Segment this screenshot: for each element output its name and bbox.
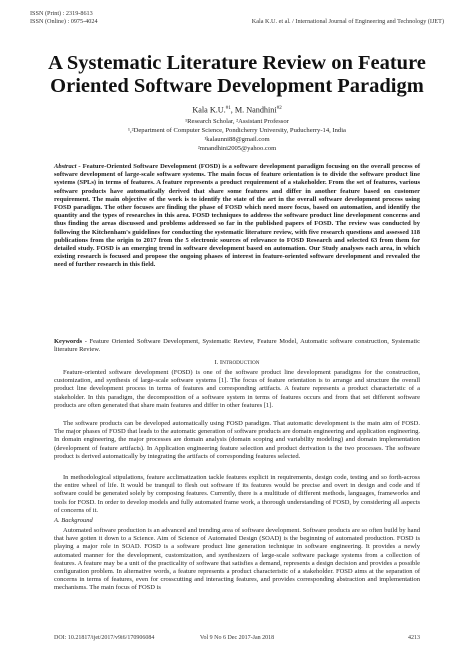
author-2: M. Nandhini [234, 105, 277, 115]
section-number: I. [214, 359, 219, 366]
author-2-mark: #2 [276, 106, 282, 111]
paragraph-text: The software products can be developed automatically using FOSD paradigm. That automatic development is the main aim of FOSD. The major phases of FOSD that leads to the automatic generation of software products are domain engineering and application engineering. In domain engineering, the major processes are domain analysis (domain scoping and variability modeling) and domain implementation (development of feature artifacts). In Application engineering feature selection and product derivation is the two processes. The software product is derived automatically by integrating the artifacts of corresponding features selected. [54, 420, 420, 460]
issn-block [30, 10, 98, 26]
subsection-heading-background: A. Background [54, 517, 93, 524]
affiliations [20, 117, 454, 153]
paragraph-intro-3 [54, 474, 420, 515]
keywords-label: Keywords [54, 338, 83, 345]
issn-online: ISSN (Online) : 0975-4024 [30, 18, 98, 25]
author-1: Kala K.U. [192, 105, 226, 115]
paragraph-text: Automated software production is an advanced and trending area of software development. Software products are so often build by hand that have gotten it down to a Science. Aim of Science of Automated Design (SOAD) is the beginning of automated production. FOSD is playing a major role in SOAD. FOSD is a software product line generation technique in software engineering. It provides a newly automated manner for the development, customization, and synthesizers of large-scale software package systems from a collection of features. A feature may be a unit of the practicality of software that satisfies a demand, represents a design decision and provides a possible configuration problem. In alternative words, a feature represents a product characteristic of a stakeholder. FOSD aims at the separation of concerns in terms of features, even for crosscutting and interacting features, and provides corresponding abstraction and implementation mechanisms. The main focus of FOSD is [54, 527, 420, 592]
issn-print: ISSN (Print) : 2319-8613 [30, 10, 93, 17]
section-title-initial: I [219, 359, 223, 366]
paper-title: A Systematic Literature Review on Feature Oriented Software Development Paradigm [48, 52, 426, 97]
paragraph-text: Feature-oriented software development (FOSD) is one of the software product line development paradigms for the construction, customization, and synthesis of large-scale software systems [1]. The focus of feature orientation is to arrange and structure the overall product line development process in terms of features and corresponding artifacts. A feature represents a product characteristic of a stakeholder. In this paradigm, the decomposition of a software system in terms of features occurs and from that set different software products are often generated that share main features and differ in other features [1]. [54, 369, 420, 409]
abstract [54, 163, 420, 270]
abstract-label: Abstract [54, 163, 77, 170]
author-1-email: ¹kalaunni88@gmail.com [204, 136, 270, 143]
affiliation-roles: ¹Research Scholar, ²Assistant Professor [185, 118, 289, 125]
affiliation-department: ¹,²Department of Computer Science, Pondicherry University, Puducherry-14, India [128, 127, 346, 134]
author-line [20, 103, 454, 116]
keywords [54, 338, 420, 354]
paragraph-intro-1 [54, 369, 420, 410]
author-1-mark: #1 [225, 106, 231, 111]
footer-page-number: 4213 [408, 635, 420, 641]
running-head: Kala K.U. et al. / International Journal of Engineering and Technology (IJET) [251, 18, 444, 25]
footer-doi: DOI: 10.21817/ijet/2017/v9i6/170906084 [54, 635, 155, 641]
paragraph-text: In methodological stipulations, feature acclimatization tackle features explicit in requirements, design code, testing and so forth-across the entire wheel of life. It would be tranquil to flesh out software if its features would be precise and overt in design and code and if software could be generated solely by composing features. Currently, there is a multitude of different methods, languages, frameworks and tools for FOSD. In order to develop models and fully automated frame work, a thorough understanding of FOSD, by considering all aspects of concerns of it. [54, 474, 420, 514]
abstract-text: - Feature-Oriented Software Development (FOSD) is a software development paradigm focusing on the overall process of software development of large-scale software systems. The main focus of feature orientation is to divide the software product line systems (SPLs) in terms of features. A feature represents a product requirement of a stakeholder. From the set of features, various software products have automatically derived that share some features and differ in another feature based on customer requirement. The main objective of the work is to identify the state of the art in the overall software development process using FOSD paradigm. The other focuses are finding the phase of FOSD which need more focus, based on automation, and identify the quantity and the types of researches in this area. FOSD techniques to address the software product line development concerns and thus finding the areas discussed and problems addressed so far in the published papers of FOSD. The review was conducted by following the Kitchenham's guidelines for conducting the systematic literature review, with five research questions and assessed 118 publications from the origin to 2017 from the 5 electronic sources of relevance to FOSD Research and selected 63 from them for detailed study. FOSD is an emerging trend in software development based on automation. Our Study analyses each area, in which existing research is focused and propose the ongoing phases of interest in feature-oriented software development and revealed the need of further research in this field. [54, 163, 420, 269]
paragraph-intro-2 [54, 420, 420, 461]
section-heading-introduction [20, 359, 454, 367]
section-title-rest: NTRODUCTION [222, 360, 260, 366]
paragraph-background-1 [54, 527, 420, 593]
author-separator: , [230, 105, 235, 115]
author-2-email: ²mnandhini2005@yahoo.com [197, 145, 277, 152]
keywords-text: - Feature Oriented Software Development, Systematic Review, Feature Model, Automatic software construction, Systematic literature Review. [54, 338, 420, 354]
footer-volume: Vol 9 No 6 Dec 2017-Jan 2018 [199, 635, 275, 641]
